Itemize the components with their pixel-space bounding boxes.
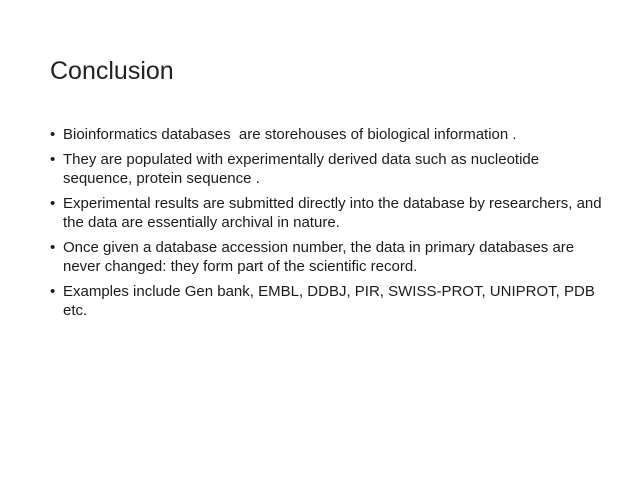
bullet-marker: •	[50, 151, 56, 168]
bullet-item	[50, 125, 610, 144]
bullet-text: They are populated with experimentally derived data such as nucleotide sequence, protein sequence .	[63, 151, 544, 187]
bullet-marker: •	[50, 195, 56, 212]
bullet-text: Once given a database accession number, the data in primary databases are never changed: they form part of the scientific record.	[63, 239, 579, 275]
bullet-marker: •	[50, 239, 56, 256]
bullet-text: Experimental results are submitted directly into the database by researchers, and the data are essentially archival in nature.	[63, 195, 606, 231]
bullet-item	[50, 282, 610, 320]
bullet-item	[50, 194, 610, 232]
bullet-marker: •	[50, 126, 56, 143]
bullet-list	[50, 125, 610, 326]
slide-title: Conclusion	[50, 57, 174, 85]
bullet-item	[50, 150, 610, 188]
bullet-text: Bioinformatics databases are storehouses of biological information .	[63, 126, 517, 143]
bullet-item	[50, 238, 610, 276]
bullet-text: Examples include Gen bank, EMBL, DDBJ, PIR, SWISS-PROT, UNIPROT, PDB etc.	[63, 283, 599, 319]
bullet-marker: •	[50, 283, 56, 300]
